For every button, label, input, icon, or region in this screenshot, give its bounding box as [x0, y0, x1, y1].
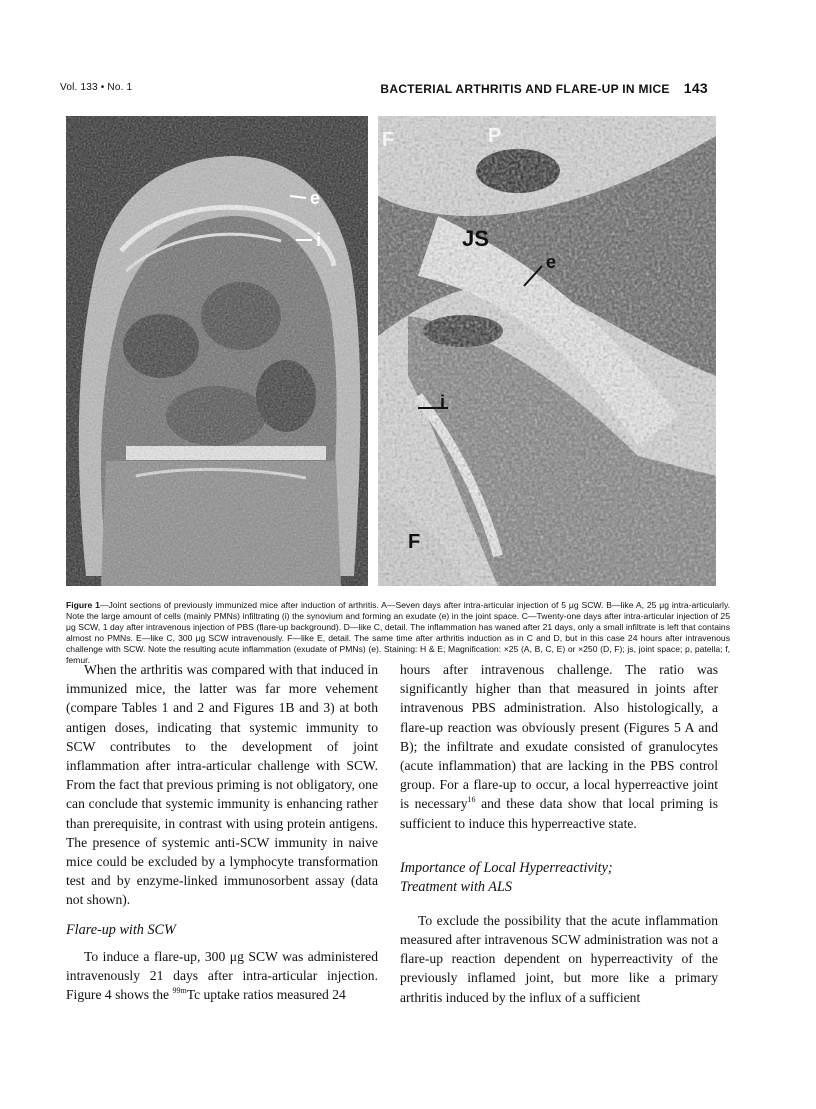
journal-volume: Vol. 133 • No. 1: [60, 82, 133, 93]
page-number: 143: [683, 80, 708, 96]
paragraph: To exclude the possibility that the acute inflammation measured after intravenous SCW administration was not a flare-up reaction dependent on hyperreactivity of the previously inflamed joint, but more like a primary arthritis induced by the influx of a sufficient: [400, 912, 718, 1005]
histology-image-high-mag: [378, 116, 716, 586]
section-heading: Importance of Local Hyperreactivity;: [400, 859, 613, 876]
label-infiltrate-left: i: [316, 230, 322, 250]
histology-image-low-mag: [66, 116, 368, 586]
label-joint-space: JS: [462, 226, 489, 251]
figure-panel-low-magnification: [66, 116, 368, 586]
running-title-block: [380, 80, 708, 96]
isotope-superscript: 99m: [172, 986, 187, 996]
paragraph: hours after intravenous challenge. The ratio was significantly higher than that measured in joints after intravenous PBS administration. Also histologically, a flare-up reaction was obviously present (Figures 5 A and B); the infiltrate and exudate consisted of granulocytes (acute inflammation) that are lacking in the PBS control group. For a flare-up to occur, a local hyperreactive joint is necessary$^{16}$ and these data show that local priming is sufficient to induce this hyperreactive state.: [400, 662, 718, 831]
label-exudate-right: e: [546, 252, 557, 272]
right-text-column: [400, 660, 718, 1007]
paragraph: To induce a flare-up, 300 μg SCW was administered intravenously 21 days after intra-articular injection. Figure 4 shows the $^{99m}$Tc uptake ratios measured 24: [66, 948, 378, 1003]
section-heading: Treatment with ALS: [400, 878, 512, 895]
figure-caption: [66, 600, 730, 666]
figure-panel-high-magnification: [378, 116, 716, 586]
caption-label: Figure 1: [66, 600, 100, 610]
left-text-column: [66, 660, 378, 1004]
paragraph: When the arthritis was compared with that induced in immunized mice, the latter was far more vehement (compare Tables 1 and 2 and Figures 1B and 3) at both antigen doses, indicating that systemic immunity to SCW contributes to the development of joint inflammation after intra-articular challenge with SCW. From the fact that previous priming is not obligatory, one can conclude that systemic immunity is enhancing rather than prerequisite, in contrast with using protein antigens. The presence of systemic anti-SCW immunity in naive mice could be excluded by a lymphocyte transformation test and by enzyme-linked immunosorbent assay (data not shown).: [66, 662, 378, 908]
label-infiltrate-right: i: [440, 392, 446, 412]
caption-text: —Joint sections of previously immunized mice after induction of arthritis. A—Seven days after intra-articular injection of 5 μg SCW. B—like A, 25 μg intra-articularly. Note the large amount of cells (mainly PMNs) infiltrating (i) the synovium and forming an exudate (e) in the joint space. C—Twenty-one days after intra-articular injection of 25 μg SCW, 1 day after intravenous injection of PBS (flare-up background). D—like C, detail. The inflammation has waned after 21 days, only a small infiltrate is left that contains almost no PMNs. E—like C, 300 μg SCW intravenously. F—like E, detail. The same time after arthritis induction as in C and D, but in this case 24 hours after intravenous challenge with SCW. Note the resulting acute inflammation (exudate of PMNs) (e). Staining: H & E; Magnification: ×25 (A, B, C, E) or ×250 (D, F); js, joint space; p, patella; f, femur.: [66, 600, 730, 665]
section-heading: Flare-up with SCW: [66, 921, 176, 938]
running-header: [60, 80, 708, 98]
label-exudate-left: e: [310, 188, 321, 208]
running-title: BACTERIAL ARTHRITIS AND FLARE-UP IN MICE: [380, 82, 670, 96]
panel-label-left: E: [72, 126, 85, 146]
panel-label-right: F: [382, 129, 395, 151]
label-patella: P: [488, 125, 502, 147]
label-femur: F: [408, 531, 421, 553]
figure-1: [66, 116, 716, 586]
reference-superscript: 16: [467, 795, 476, 805]
